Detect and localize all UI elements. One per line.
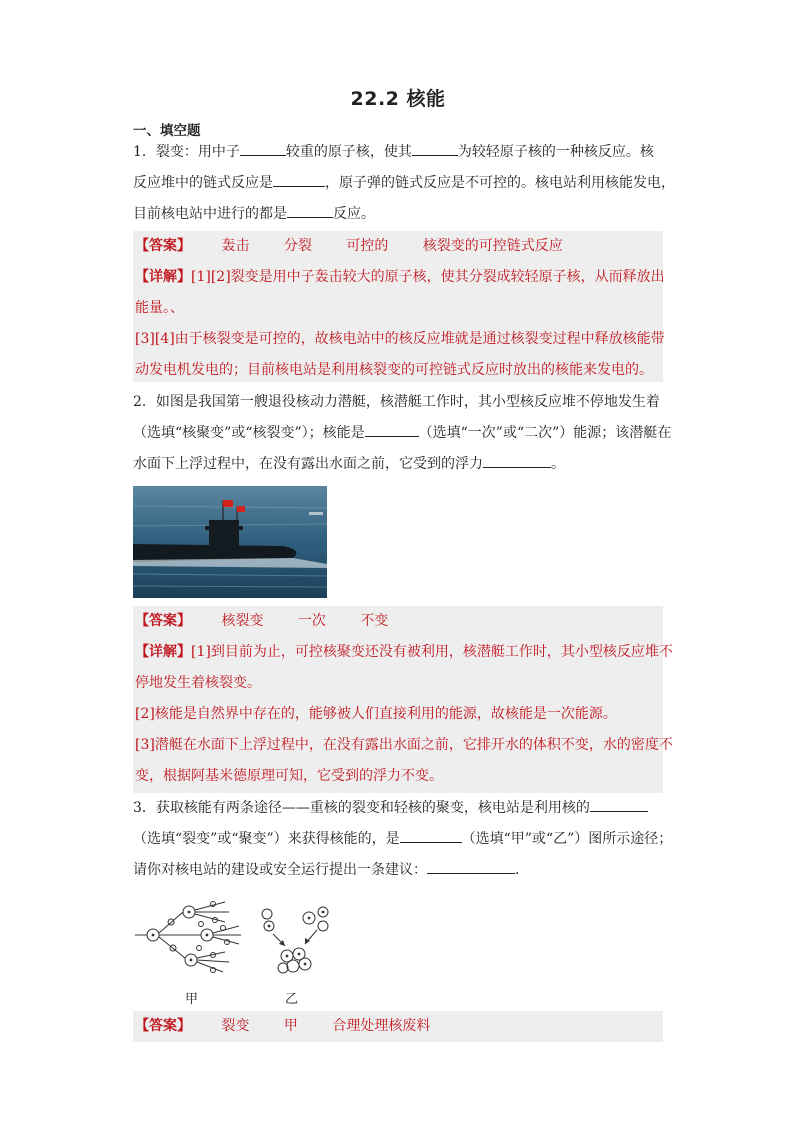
diagram-label-yi: 乙 [285, 992, 299, 1007]
answer-item: 裂变 [221, 1018, 250, 1034]
answer-item: 核裂变的可控链式反应 [422, 238, 563, 254]
fission-fusion-diagram [133, 900, 353, 1010]
question-3: 3．获取核能有两条途径——重核的裂变和轻核的聚变，核电站是利用核的 （选填“裂变”或“聚变”）来获得核能的，是 （选填“甲”或“乙”）图所示途径； 请你对核电站的建设或安全运行提出一条建议： . [133, 793, 663, 886]
question-1: 1．裂变：用中子 较重的原子核，使其 为较轻原子核的一种核反应。核 反应堆中的链式反应是 ，原子弹的链式反应是不可控的。核电站利用核能发电， 目前核电站中进行的都是 反应。 [133, 137, 663, 230]
diagram-label-jia: 甲 [185, 992, 199, 1007]
answer-item: 甲 [283, 1018, 298, 1034]
answer-block-1: 【答案】 轰击 分裂 可控的 核裂变的可控链式反应 【详解】[1][2]裂变是用中子轰击较大的原子核，使其分裂成较轻原子核，从而释放出 能量。、 [3][4]由于核裂变是可控的，故核电站中的核反应堆就是通过核裂变过程中释放核能带 动发电机发电的；目前核电站是利用核裂变的可控链式反应时放出的核能来发电的。 [133, 231, 663, 382]
answer-blank [400, 828, 462, 843]
question-2: 2．如图是我国第一艘退役核动力潜艇，核潜艇工作时，其小型核反应堆不停地发生着 （选填“核聚变”或“核裂变”）；核能是 （选填“一次”或“二次”）能源；该潜艇在 水面下上浮过程中，在没有露出水面之前，它受到的浮力 。 [133, 394, 672, 472]
submarine-photo [133, 486, 327, 598]
answer-block-3 [133, 1011, 663, 1042]
answer-block-2: 【答案】 核裂变 一次 不变 【详解】[1]到目前为止，可控核聚变还没有被利用，核潜艇工作时，其小型核反应堆不 停地发生着核裂变。 [2]核能是自然界中存在的，能够被人们直接利用的能源，故核能是一次能源。 [3]潜艇在水面下上浮过程中，在没有露出水面之前，它排开水的体积不变，水的密度不 变，根据阿基米德原理可知，它受到的浮力不变。 [133, 606, 663, 793]
submarine-image [133, 486, 327, 598]
answer-item: 不变 [360, 613, 389, 629]
answer-blank [273, 172, 325, 187]
detail-tag: 【详解】 [135, 644, 191, 660]
answer-blank [427, 859, 515, 874]
page-title: 22.2 核能 [350, 88, 446, 110]
answer-blank [412, 141, 458, 156]
answer-blank [240, 141, 286, 156]
answer-blank [365, 422, 419, 437]
answer-tag: 【答案】 [135, 613, 191, 629]
answer-tag: 【答案】 [135, 238, 191, 254]
answer-blank [483, 453, 551, 468]
answer-item: 合理处理核废料 [332, 1018, 431, 1034]
detail-tag: 【详解】 [135, 269, 191, 285]
answer-item: 分裂 [283, 238, 312, 254]
section-heading: 一、填空题 [133, 123, 201, 139]
answer-item: 一次 [297, 613, 326, 629]
answer-item: 轰击 [221, 238, 250, 254]
answer-blank [287, 203, 333, 218]
answer-item: 可控的 [346, 238, 389, 254]
answer-item: 核裂变 [221, 613, 264, 629]
diagram-figure [133, 900, 353, 990]
answer-tag: 【答案】 [135, 1018, 191, 1034]
answer-blank [590, 797, 648, 812]
